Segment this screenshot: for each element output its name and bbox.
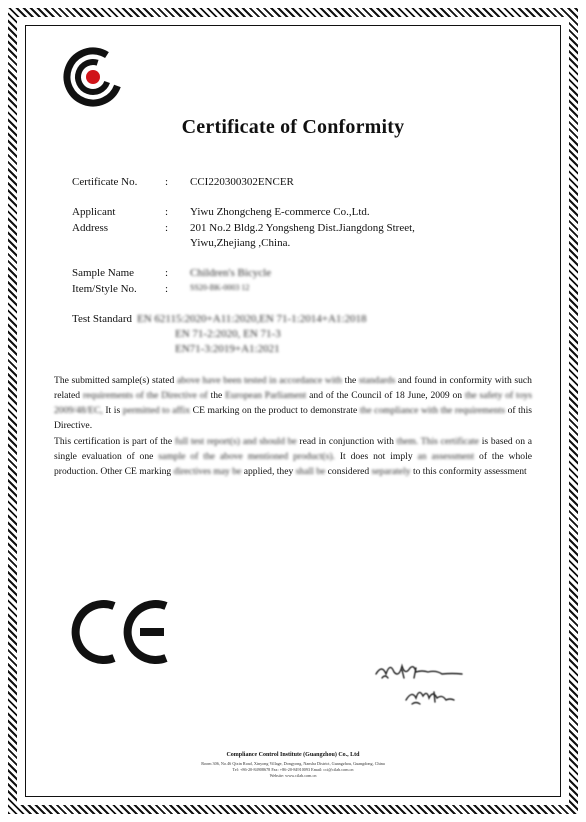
applicant-value: Yiwu Zhongcheng E-commerce Co.,Ltd. bbox=[190, 206, 370, 218]
test-standard-label: Test Standard bbox=[72, 313, 133, 325]
cert-no-label: Certificate No. bbox=[72, 176, 138, 188]
item-style-value: SS20-BK-0003 12 bbox=[190, 283, 250, 292]
company-logo-icon bbox=[62, 46, 124, 108]
footer-address: Room 306, No.46 Qixin Road, Xinyong Village, Dongyong, Nansha District, Guangzhou, Guangdong, China bbox=[201, 761, 385, 766]
colon: : bbox=[165, 267, 169, 279]
certification-paragraph: This certification is part of the full test report(s) and should be read in conjunction with them. This certificate is based on a single evaluation of one sample of the above mentioned product(s). It does not imply an assessment of the whole production. Other CE marking directives may be applied, they shall be considered separately to this conformity assessment bbox=[54, 436, 532, 477]
test-standard-line-3: EN71-3:2019+A1:2021 bbox=[175, 343, 280, 355]
item-style-label: Item/Style No. bbox=[72, 283, 137, 295]
sample-name-value: Children's Bicycle bbox=[190, 267, 272, 279]
page-title: Certificate of Conformity bbox=[181, 116, 405, 138]
applicant-label: Applicant bbox=[72, 206, 116, 218]
footer-contact: Tel: +86-20-84908678 Fax: +86-20-84910093 Email: cci@cilab.com.cn bbox=[232, 767, 354, 772]
address-line-2: Yiwu,Zhejiang ,China. bbox=[190, 237, 291, 249]
footer-website: Website: www.cilab.com.cn bbox=[269, 773, 317, 778]
address-line-1: 201 No.2 Bldg.2 Yongsheng Dist.Jiangdong Street, bbox=[190, 222, 415, 234]
colon: : bbox=[165, 222, 169, 234]
conformity-paragraph: The submitted sample(s) stated above have been tested in accordance with the standards and found in conformity with such related requirements of the Directive of the European Parliament and of the Council of 18 June, 2009 on the safety of toys 2009/48/EC, It is permitted to affix CE marking on the product to demonstrate the compliance with the requirements of this Directive. bbox=[54, 375, 533, 431]
colon: : bbox=[165, 176, 169, 188]
ce-mark-icon bbox=[70, 596, 170, 668]
test-standard-line-1: EN 62115:2020+A11:2020,EN 71-1:2014+A1:2018 bbox=[137, 313, 367, 325]
cert-no-value: CCI220300302ENCER bbox=[190, 176, 294, 188]
colon: : bbox=[165, 206, 169, 218]
test-standard-line-2: EN 71-2:2020, EN 71-3 bbox=[175, 328, 281, 340]
footer-org: Compliance Control Institute (Guangzhou) Co., Ltd bbox=[226, 752, 360, 758]
sample-name-label: Sample Name bbox=[72, 267, 135, 279]
signature-image bbox=[372, 652, 502, 712]
colon: : bbox=[165, 283, 169, 295]
address-label: Address bbox=[72, 222, 109, 234]
